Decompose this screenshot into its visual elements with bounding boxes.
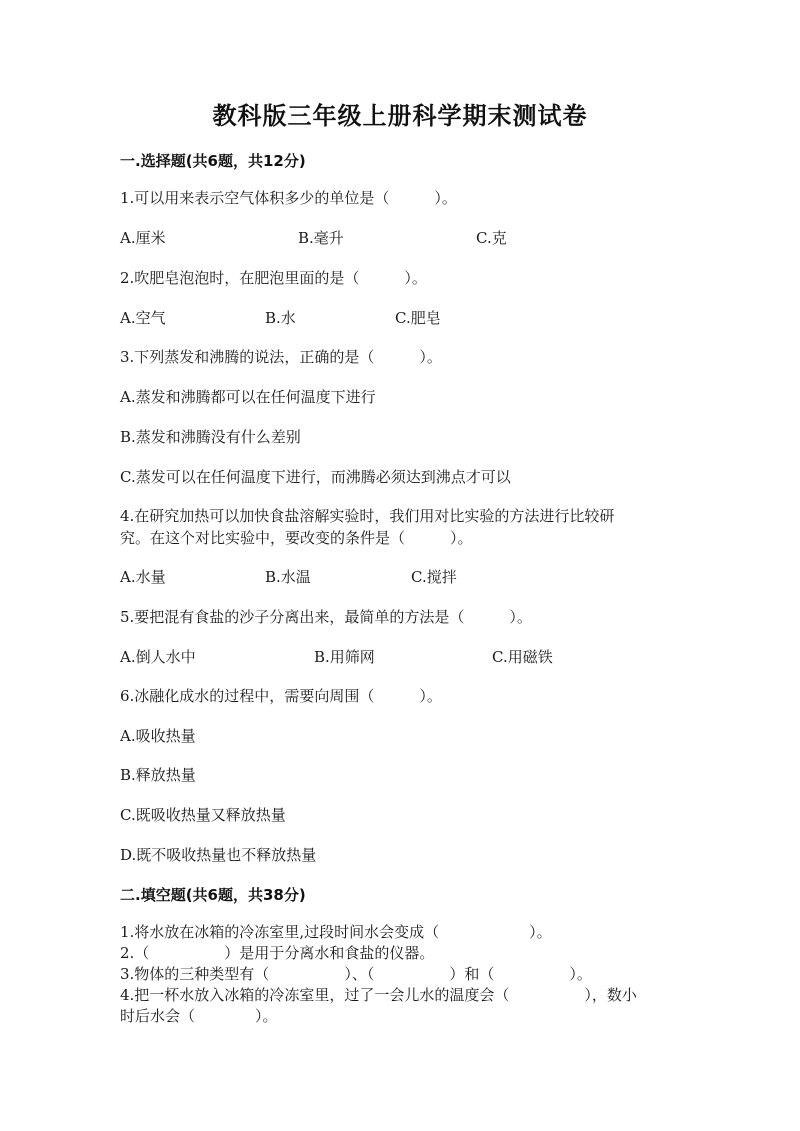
question-2-option-a: A.空气 xyxy=(120,309,166,327)
fill-question-4-line2: 时后水会（ ）。 xyxy=(120,1007,278,1025)
question-6-option-d: D.既不吸收热量也不释放热量 xyxy=(120,846,317,864)
question-5-option-c: C.用磁铁 xyxy=(492,648,553,666)
question-5-stem: 5.要把混有食盐的沙子分离出来，最简单的方法是（ ）。 xyxy=(120,608,532,626)
page-title: 教科版三年级上册科学期末测试卷 xyxy=(212,102,588,130)
fill-question-4-line1: 4.把一杯水放入冰箱的冷冻室里，过了一会儿水的温度会（ ），数小 xyxy=(120,986,637,1004)
question-6-stem: 6.冰融化成水的过程中，需要向周围（ ）。 xyxy=(120,687,442,705)
fill-question-2: 2.（ ）是用于分离水和食盐的仪器。 xyxy=(120,944,435,962)
question-1-stem: 1.可以用来表示空气体积多少的单位是（ ）。 xyxy=(120,189,457,207)
question-5-option-b: B.用筛网 xyxy=(314,648,375,666)
section-heading-fill-in: 二.填空题(共6题，共38分) xyxy=(120,886,306,904)
question-5-option-a: A.倒人水中 xyxy=(120,648,196,666)
question-2-option-c: C.肥皂 xyxy=(395,309,441,327)
section-heading-choice: 一.选择题(共6题，共12分) xyxy=(120,152,306,170)
question-3-option-a: A.蒸发和沸腾都可以在任何温度下进行 xyxy=(120,388,376,406)
question-2-option-b: B.水 xyxy=(265,309,296,327)
fill-question-1: 1.将水放在冰箱的冷冻室里,过段时间水会变成（ ）。 xyxy=(120,923,552,941)
question-3-stem: 3.下列蒸发和沸腾的说法，正确的是（ ）。 xyxy=(120,348,442,366)
question-2-stem: 2.吹肥皂泡泡时，在肥泡里面的是（ ）。 xyxy=(120,269,427,287)
question-3-option-b: B.蒸发和沸腾没有什么差别 xyxy=(120,428,301,446)
question-1-option-a: A.厘米 xyxy=(120,229,166,247)
fill-question-3: 3.物体的三种类型有（ ）、（ ）和（ ）。 xyxy=(120,965,592,983)
question-1-option-c: C.克 xyxy=(476,229,507,247)
question-4-option-b: B.水温 xyxy=(265,568,311,586)
question-6-option-a: A.吸收热量 xyxy=(120,727,196,745)
question-6-option-c: C.既吸收热量又释放热量 xyxy=(120,806,286,824)
question-3-option-c: C.蒸发可以在任何温度下进行，而沸腾必须达到沸点才可以 xyxy=(120,468,511,486)
question-4-option-c: C.搅拌 xyxy=(411,568,457,586)
question-4-option-a: A.水量 xyxy=(120,568,166,586)
question-4-stem-line1: 4.在研究加热可以加快食盐溶解实验时，我们用对比实验的方法进行比较研 xyxy=(120,507,615,525)
question-6-option-b: B.释放热量 xyxy=(120,766,196,784)
question-1-option-b: B.毫升 xyxy=(298,229,344,247)
question-4-stem-line2: 究。在这个对比实验中，要改变的条件是（ ）。 xyxy=(120,529,473,547)
